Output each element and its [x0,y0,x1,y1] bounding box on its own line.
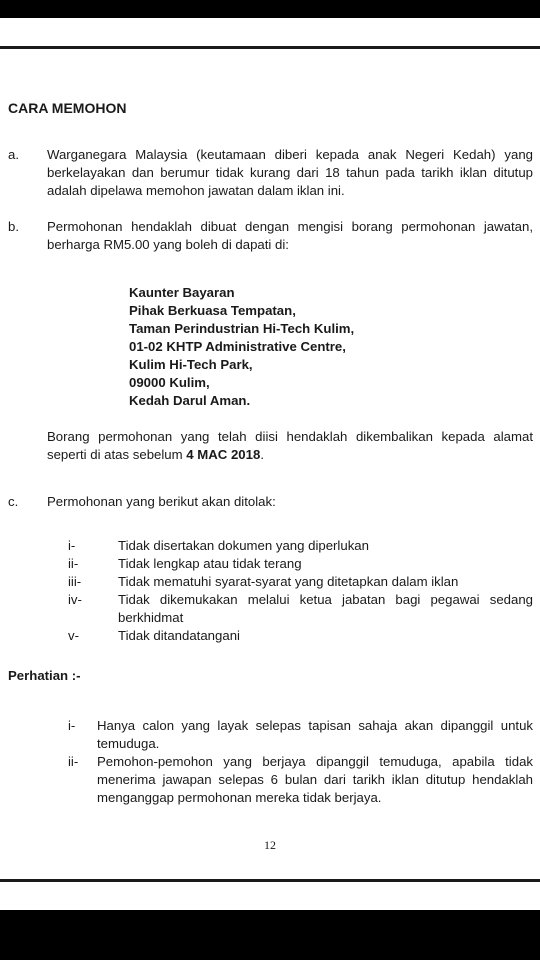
item-a-line-2: berkelayakan dan berumur tidak kurang dari 18 tahun pada tarikh iklan ditutup [47,165,533,180]
reject-item-text: Tidak mematuhi syarat-syarat yang ditetapkan dalam iklan [118,574,459,589]
reject-item-marker: v- [68,628,79,643]
address-line: Kedah Darul Aman. [129,393,251,408]
top-black-bar [0,0,540,18]
perhatian-heading: Perhatian :- [8,668,81,683]
item-b-line-1: Permohonan hendaklah dibuat dengan mengisi borang permohonan jawatan, [47,219,533,234]
reject-item-text: Tidak disertakan dokumen yang diperlukan [118,538,369,553]
bottom-rule [0,879,540,882]
item-c-text: Permohonan yang berikut akan ditolak: [47,494,276,509]
reject-item-text: Tidak dikemukakan melalui ketua jabatan bagi pegawai sedang [118,592,533,607]
section-heading: CARA MEMOHON [8,100,127,116]
return-suffix: . [260,447,264,462]
reject-item-marker: iv- [68,592,82,607]
note-item-text: Pemohon-pemohon yang berjaya dipanggil temuduga, apabila tidak [97,754,533,769]
item-a-line-3: adalah dipelawa memohon jawatan dalam iklan ini. [47,183,345,198]
top-rule [0,46,540,49]
return-prefix: seperti di atas sebelum [47,447,187,462]
reject-item-marker: iii- [68,574,82,589]
reject-item-marker: i- [68,538,76,553]
address-line: 09000 Kulim, [129,375,210,390]
item-b-marker: b. [8,219,19,234]
item-a-marker: a. [8,147,19,162]
note-item-text: menganggap permohonan mereka tidak berjaya. [97,790,382,805]
address-line: Kaunter Bayaran [129,285,235,300]
note-item-marker: ii- [68,754,79,769]
return-date: 4 MAC 2018 [186,447,261,462]
item-a-line-1: Warganegara Malaysia (keutamaan diberi kepada anak Negeri Kedah) yang [47,147,533,162]
address-line: Kulim Hi-Tech Park, [129,357,253,372]
page-number: 12 [264,838,276,852]
reject-item-text: Tidak ditandatangani [118,628,240,643]
return-instruction-line-2 [47,446,264,464]
reject-item-text: Tidak lengkap atau tidak terang [118,556,302,571]
note-item-text: temuduga. [97,736,160,751]
return-instruction-line-1: Borang permohonan yang telah diisi hendaklah dikembalikan kepada alamat [47,429,533,444]
reject-item-text: berkhidmat [118,610,184,625]
note-item-marker: i- [68,718,76,733]
item-c-marker: c. [8,494,19,509]
address-line: 01-02 KHTP Administrative Centre, [129,339,346,354]
bottom-black-bar [0,910,540,960]
note-item-text: Hanya calon yang layak selepas tapisan sahaja akan dipanggil untuk [97,718,533,733]
item-b-line-2: berharga RM5.00 yang boleh di dapati di: [47,237,289,252]
address-line: Pihak Berkuasa Tempatan, [129,303,296,318]
note-item-text: menerima jawapan selepas 6 bulan dari tarikh iklan ditutup hendaklah [97,772,533,787]
address-line: Taman Perindustrian Hi-Tech Kulim, [129,321,355,336]
reject-item-marker: ii- [68,556,79,571]
